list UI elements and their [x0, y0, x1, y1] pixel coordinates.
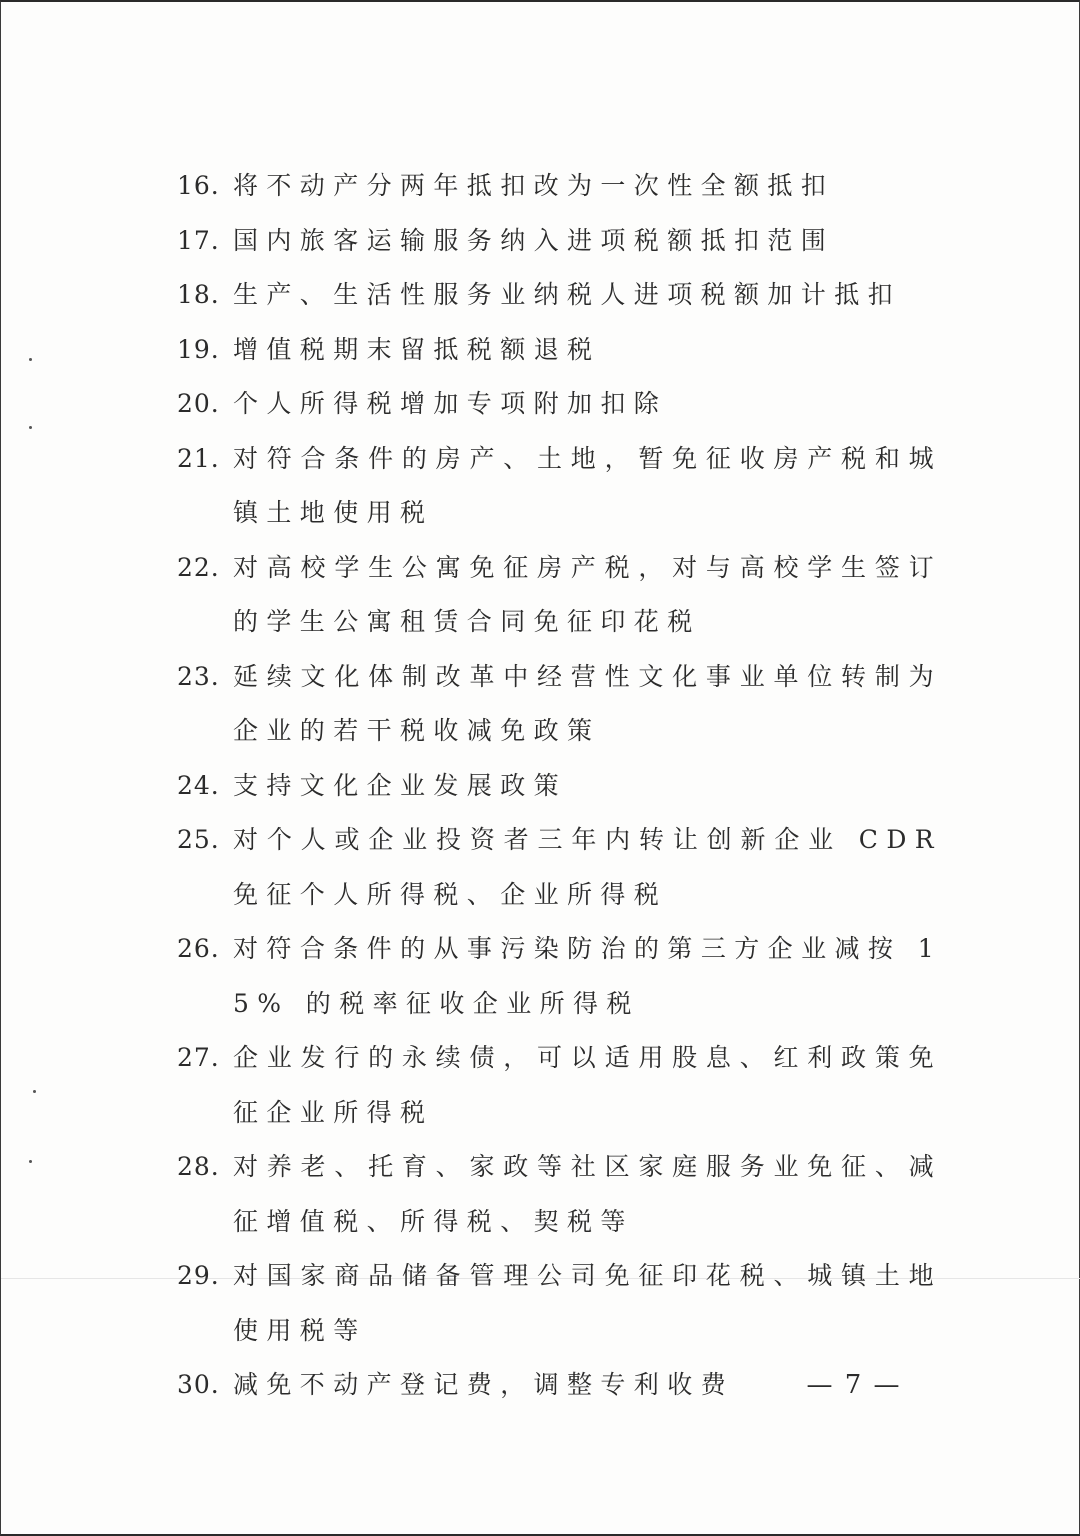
item-text: 延续文化体制改革中经营性文化事业单位转制为企业的若干税收减免政策	[233, 661, 942, 745]
list-item	[177, 268, 942, 323]
item-number: 28.	[177, 1152, 220, 1181]
list-item	[177, 214, 942, 269]
item-text: 对高校学生公寓免征房产税，对与高校学生签订的学生公寓租赁合同免征印花税	[233, 552, 942, 636]
item-text: 对个人或企业投资者三年内转让创新企业 CDR 免征个人所得税、企业所得税	[233, 825, 942, 909]
item-text: 支持文化企业发展政策	[233, 770, 568, 800]
item-number: 27.	[177, 1043, 220, 1072]
scan-speck	[29, 1160, 32, 1163]
item-text: 个人所得税增加专项附加扣除	[233, 389, 668, 418]
item-text: 减免不动产登记费，调整专利收费	[233, 1370, 735, 1399]
item-number: 22.	[177, 552, 220, 582]
item-number: 21.	[177, 443, 220, 473]
list-item	[177, 323, 942, 378]
list-item	[177, 432, 942, 541]
item-number: 23.	[177, 661, 220, 691]
item-number: 17.	[177, 225, 220, 255]
item-number: 26.	[177, 934, 220, 963]
page-number: — 7 —	[806, 1370, 902, 1400]
list-item	[177, 1249, 942, 1358]
item-text: 将不动产分两年抵扣改为一次性全额抵扣	[233, 171, 835, 200]
list-item	[177, 541, 942, 650]
list-item	[177, 377, 942, 432]
scan-speck	[33, 1090, 36, 1093]
list-item	[177, 759, 942, 814]
item-text: 增值税期末留抵税额退税	[233, 334, 601, 364]
item-text: 对符合条件的从事污染防治的第三方企业减按 15% 的税率征收企业所得税	[233, 934, 942, 1018]
item-number: 19.	[177, 334, 220, 364]
item-number: 20.	[177, 389, 220, 418]
item-text: 企业发行的永续债，可以适用股息、红利政策免征企业所得税	[233, 1043, 942, 1127]
list-item	[177, 159, 942, 214]
item-number: 29.	[177, 1261, 220, 1290]
item-number: 25.	[177, 825, 220, 854]
policy-list	[177, 159, 942, 1413]
item-text: 对符合条件的房产、土地，暂免征收房产税和城镇土地使用税	[233, 443, 942, 527]
list-item	[177, 813, 942, 922]
item-number: 18.	[177, 280, 220, 309]
item-number: 30.	[177, 1370, 220, 1399]
item-text: 对国家商品储备管理公司免征印花税、城镇土地使用税等	[233, 1261, 942, 1345]
item-number: 24.	[177, 770, 220, 800]
item-number: 16.	[177, 171, 220, 200]
list-item	[177, 1140, 942, 1249]
item-text: 生产、生活性服务业纳税人进项税额加计抵扣	[233, 280, 902, 309]
item-text: 对养老、托育、家政等社区家庭服务业免征、减征增值税、所得税、契税等	[233, 1152, 942, 1236]
list-item	[177, 922, 942, 1031]
list-item	[177, 1031, 942, 1140]
scan-speck	[29, 358, 32, 361]
scan-speck	[29, 426, 32, 429]
item-text: 国内旅客运输服务纳入进项税额抵扣范围	[233, 225, 835, 255]
list-item	[177, 650, 942, 759]
